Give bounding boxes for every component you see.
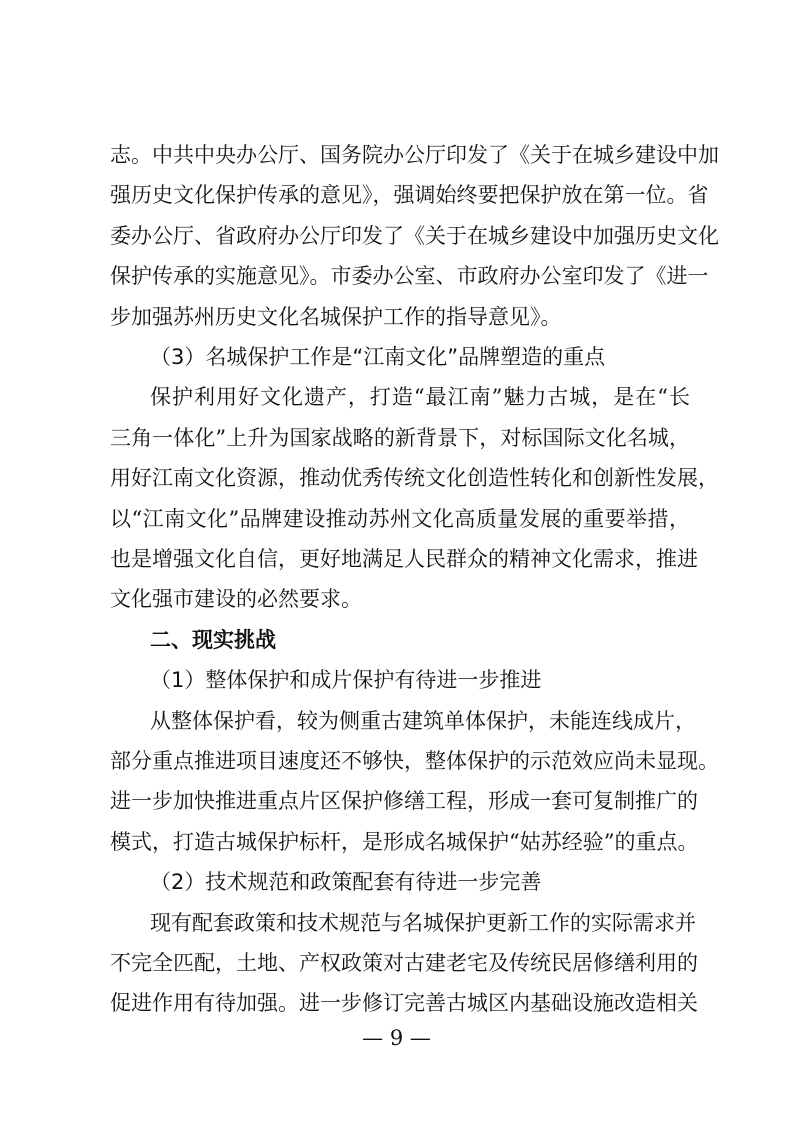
text-line: 从整体保护看，较为侧重古建筑单体保护，未能连线成片， [150, 708, 696, 733]
text-line: 部分重点推进项目速度还不够快，整体保护的示范效应尚未显现。 [110, 749, 719, 773]
text-line: 保护利用好文化遗产，打造“最江南”魅力古城，是在“长 [150, 385, 690, 410]
section-subheading: （1）整体保护和成片保护有待进一步推进 [150, 668, 542, 693]
text-line: 保护传承的实施意见》。市委办公室、市政府办公室印发了《进一 [110, 264, 709, 289]
text-line: 三角一体化”上升为国家战略的新背景下，对标国际文化名城， [110, 425, 690, 450]
text-line: 进一步加快推进重点片区保护修缮工程，形成一套可复制推广的 [110, 789, 698, 814]
text-line: 不完全匹配，土地、产权政策对古建老宅及传统民居修缮利用的 [110, 951, 698, 975]
text-line: 志。中共中央办公厅、国务院办公厅印发了《关于在城乡建设中加 [110, 143, 719, 167]
text-line: 促进作用有待加强。进一步修订完善古城区内基础设施改造相关 [110, 991, 698, 1016]
text-line: 以“江南文化”品牌建设推动苏州文化高质量发展的重要举措， [110, 506, 690, 531]
text-line: 也是增强文化自信，更好地满足人民群众的精神文化需求，推进 [110, 547, 698, 571]
text-line: 用好江南文化资源，推动优秀传统文化创造性转化和创新性发展， [110, 466, 719, 491]
section-subheading: （3）名城保护工作是“江南文化”品牌塑造的重点 [150, 345, 606, 369]
text-line: 步加强苏州历史文化名城保护工作的指导意见》。 [110, 304, 562, 329]
section-heading: 二、现实挑战 [150, 627, 276, 652]
page-number: — 9 — [362, 1026, 431, 1050]
text-line: 委办公厅、省政府办公厅印发了《关于在城乡建设中加强历史文化 [110, 223, 719, 248]
text-line: 文化强市建设的必然要求。 [110, 587, 362, 612]
text-line: 模式，打造古城保护标杆，是形成名城保护“姑苏经验”的重点。 [110, 829, 699, 854]
section-subheading: （2）技术规范和政策配套有待进一步完善 [150, 870, 542, 895]
text-line: 强历史文化保护传承的意见》，强调始终要把保护放在第一位。省 [110, 183, 709, 208]
text-line: 现有配套政策和技术规范与名城保护更新工作的实际需求并 [150, 910, 696, 935]
